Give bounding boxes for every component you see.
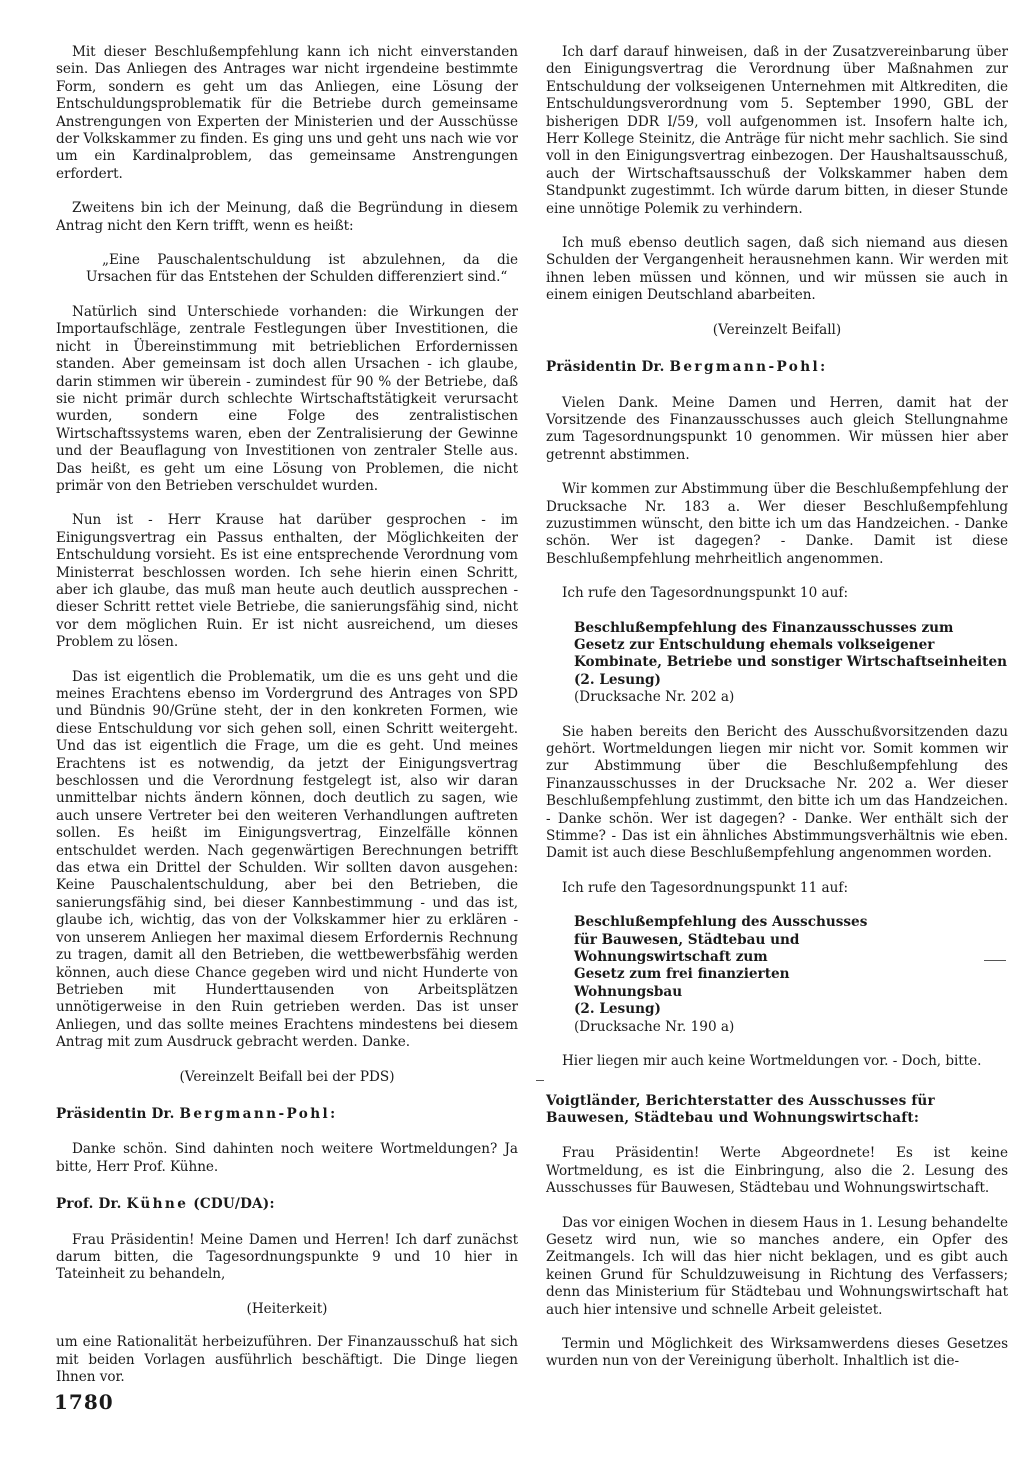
applause-note: (Vereinzelt Beifall) <box>712 321 842 338</box>
speaker-heading <box>56 1106 518 1123</box>
agenda-title: Beschlußempfehlung des Finanzausschusses zum Gesetz zur Entschuldung ehemals volkseigener Kombinate, Betriebe und sonstiger Wirtschaftseinheiten (2. Lesung) <box>574 619 1007 688</box>
speaker-title: Prof. Dr. <box>56 1196 127 1213</box>
speaker-title: Präsidentin Dr. <box>546 359 670 376</box>
speaker-name: Bergmann-Pohl <box>669 359 821 376</box>
laughter-note: (Heiterkeit) <box>246 1300 328 1317</box>
speaker-suffix: : <box>330 1105 336 1122</box>
right-column <box>546 44 1008 1388</box>
speaker-heading <box>56 1196 518 1213</box>
paragraph: Termin und Möglichkeit des Wirksamwerdens dieses Gesetzes wurden nun von der Vereinigung überholt. Inhaltlich ist die- <box>546 1335 1008 1370</box>
paragraph: Wir kommen zur Abstimmung über die Beschlußempfehlung der Drucksache Nr. 183 a. Wer dieser Beschlußempfehlung zuzustimmen wünscht, den bitte ich um das Handzeichen. - Danke schön. Wer ist dagegen? - Danke. Damit ist diese Beschlußempfehlung mehrheitlich angenommen. <box>546 481 1008 567</box>
agenda-item-11 <box>574 914 1008 1036</box>
speaker-heading: Voigtländer, Berichterstatter des Ausschusses für Bauwesen, Städtebau und Wohnungswirtschaft: <box>546 1092 935 1126</box>
paragraph: Das vor einigen Wochen in diesem Haus in 1. Lesung behandelte Gesetz wird nun, wie so manches andere, ein Opfer des Zeitmangels. Ich will das hier nicht beklagen, und es gibt auch keinen Grund für Schuldzuweisung in Richtung des Verfassers; denn das Ministerium für Städtebau und Wohnungswirtschaft hat auch hier intensive und schnelle Arbeit geleistet. <box>546 1214 1008 1318</box>
speaker-title: Präsidentin Dr. <box>56 1105 180 1122</box>
agenda-title-line: Wohnungswirtschaft zum <box>574 949 768 966</box>
paragraph: Hier liegen mir auch keine Wortmeldungen vor. - Doch, bitte. <box>562 1053 982 1070</box>
paragraph: Nun ist - Herr Krause hat darüber gesprochen - im Einigungsvertrag ein Passus enthalten, der Möglichkeiten der Entschuldung vorsieht. Es ist eine entsprechende Verordnung vom Ministerrat beschlossen worden. Ich sehe hierin einen Schritt, aber ich glaube, das muß man heute auch deutlich aussprechen - dieser Schritt rettet viele Betriebe, die sanierungsfähig sind, nicht vor dem möglichen Ruin. Er ist nicht ausreichend, um dieses Problem zu lösen. <box>56 512 518 651</box>
paragraph: Danke schön. Sind dahinten noch weitere Wortmeldungen? Ja bitte, Herr Prof. Kühne. <box>56 1141 518 1175</box>
paragraph: Das ist eigentlich die Problematik, um die es uns geht und die meines Erachtens ebenso im Vordergrund des Antrages von SPD und Bündnis 90/Grüne steht, der in den konkreten Formen, wie diese Entschuldung vor sich gehen soll, einen Schritt weitergeht. Und das ist eigentlich die Frage, um die es geht. Und meines Erachtens ist es notwendig, da jetzt der Einigungsvertrag beschlossen und die Verordnung festgelegt ist, also wir daran unmittelbar nichts ändern können, doch deutlich zu sagen, wie auch unsere Vertreter bei den weiteren Verhandlungen auftreten sollen. Es heißt im Einigungsvertrag, Einzelfälle können entschuldet werden. Nach gegenwärtigen Berechnungen betrifft das etwa ein Drittel der Schulden. Wir sollten davon ausgehen: Keine Pauschalentschuldung, aber bei den Betrieben, die sanierungsfähig sind, bei dieser Kannbestimmung - und das ist, glaube ich, wichtig, das von der Volkskammer hier zu erklären - von unserem Anliegen her maximal diesem Erfordernis Rechnung zu tragen, damit all den Betrieben, die wettbewerbsfähig werden können, auch diese Chance gegeben wird und nicht Hunderte von Betrieben mit Hunderttausenden von Arbeitsplätzen unnötigerweise in den Ruin getrieben werden. Das ist unser Anliegen, und das sollte meines Erachtens mindestens bei diesem Antrag mit zum Ausdruck gebracht werden. Danke. <box>56 668 518 1051</box>
paragraph: Frau Präsidentin! Werte Abgeordnete! Es ist keine Wortmeldung, es ist die Einbringung, also die 2. Lesung des Ausschusses für Bauwesen, Städtebau und Wohnungswirtschaft. <box>546 1145 1008 1197</box>
margin-mark <box>984 960 1006 961</box>
paragraph: Vielen Dank. Meine Damen und Herren, damit hat der Vorsitzende des Finanzausschusses auch gleich Stellungnahme zum Tagesordnungspunkt 10 genommen. Wir müssen hier aber getrennt abstimmen. <box>546 394 1008 463</box>
agenda-reference: (Drucksache Nr. 190 a) <box>574 1018 735 1035</box>
agenda-call: Ich rufe den Tagesordnungspunkt 11 auf: <box>562 879 849 896</box>
left-column <box>56 44 518 1403</box>
speaker-heading <box>546 359 1008 376</box>
paragraph: Ich darf darauf hinweisen, daß in der Zusatzvereinbarung über den Einigungsvertrag die Verordnung über Maßnahmen zur Entschuldung der volkseigenen Unternehmen mit Altkrediten, die Entschuldungsverordnung vom 5. September 1990, GBL der bisherigen DDR I/59, voll aufgenommen ist. Insofern halte ich, Herr Kollege Steinitz, die Anträge für nicht mehr sachlich. Sie sind voll in den Einigungsvertrag einbezogen. Der Haushaltsausschuß, auch der Wirtschaftsausschuß der Volkskammer haben dem Standpunkt zugestimmt. Ich würde darum bitten, in dieser Stunde eine unnötige Polemik zu verhindern. <box>546 44 1008 217</box>
agenda-reference: (Drucksache Nr. 202 a) <box>574 689 735 706</box>
agenda-title-line: (2. Lesung) <box>574 1001 661 1018</box>
paragraph: Frau Präsidentin! Meine Damen und Herren! Ich darf zunächst darum bitten, die Tagesordnungspunkte 9 und 10 hier in Tateinheit zu behandeln, <box>56 1231 518 1283</box>
page-number: 1780 <box>54 1390 114 1414</box>
speaker-suffix: : <box>820 359 826 376</box>
paragraph: Mit dieser Beschlußempfehlung kann ich nicht einverstanden sein. Das Anliegen des Antrages war nicht irgendeine bestimmte Form, sondern es geht um das Anliegen, eine Lösung der Entschuldungsproblematik für die Betriebe durch gemeinsame Anstrengungen von Experten der Ministerien und der Ausschüsse der Volkskammer zu finden. Es ging uns und geht uns nach wie vor um ein Kardinalproblem, das gemeinsame Anstrengungen erfordert. <box>56 44 518 182</box>
agenda-call: Ich rufe den Tagesordnungspunkt 10 auf: <box>562 585 849 602</box>
paragraph: um eine Rationalität herbeizuführen. Der Finanzausschuß hat sich mit beiden Vorlagen ausführlich beschäftigt. Die Dinge liegen Ihnen vor. <box>56 1334 518 1385</box>
agenda-item-10 <box>574 620 1008 707</box>
margin-mark <box>536 1080 544 1081</box>
agenda-title-line: Wohnungsbau <box>574 983 683 1000</box>
speaker-name: Bergmann-Pohl <box>179 1105 331 1122</box>
agenda-title-line: für Bauwesen, Städtebau und <box>574 931 800 948</box>
applause-note: (Vereinzelt Beifall bei der PDS) <box>179 1068 395 1085</box>
quotation: „Eine Pauschalentschuldung ist abzulehnen, da die Ursachen für das Entstehen der Schulden differenziert sind.“ <box>86 252 518 286</box>
agenda-title-line: Beschlußempfehlung des Ausschusses <box>574 914 868 931</box>
paragraph: Zweitens bin ich der Meinung, daß die Begründung in diesem Antrag nicht den Kern trifft, wenn es heißt: <box>56 200 518 234</box>
agenda-title-line: Gesetz zum frei finanzierten <box>574 966 790 983</box>
paragraph: Sie haben bereits den Bericht des Ausschußvorsitzenden dazu gehört. Wortmeldungen liegen mir nicht vor. Somit kommen wir zur Abstimmung über die Beschlußempfehlung des Finanzausschusses in der Drucksache Nr. 202 a. Wer dieser Beschlußempfehlung zustimmt, den bitte ich um das Handzeichen. - Danke schön. Wer ist dagegen? - Danke. Wer enthält sich der Stimme? - Das ist ein ähnliches Abstimmungsverhältnis wie eben. Damit ist auch diese Beschlußempfehlung angenommen worden. <box>546 723 1008 862</box>
paragraph: Ich muß ebenso deutlich sagen, daß sich niemand aus diesen Schulden der Vergangenheit herausnehmen kann. Wir werden mit ihnen leben müssen und können, und wir müssen sie auch in einem einigen Deutschland abarbeiten. <box>546 235 1008 304</box>
speaker-suffix: (CDU/DA): <box>188 1196 275 1213</box>
paragraph: Natürlich sind Unterschiede vorhanden: die Wirkungen der Importaufschläge, zentrale Festlegungen über Investitionen, die nicht in Übereinstimmung mit betrieblichen Erfordernissen standen. Aber gemeinsam ist doch allen Ursachen - ich glaube, darin stimmen wir überein - zumindest für 90 % der Betriebe, daß sie nicht primär durch schlechte Wirtschaftstätigkeit verursacht wurden, sondern eine Folge des zentralistischen Wirtschaftssystems waren, eben der Zentralisierung der Gewinne und der Beauflagung von Investitionen von zentraler Stelle aus. Das heißt, es geht um eine Lösung von Problemen, die nicht primär von den Betrieben verschuldet wurden. <box>56 303 518 494</box>
speaker-name: Kühne <box>126 1196 189 1213</box>
